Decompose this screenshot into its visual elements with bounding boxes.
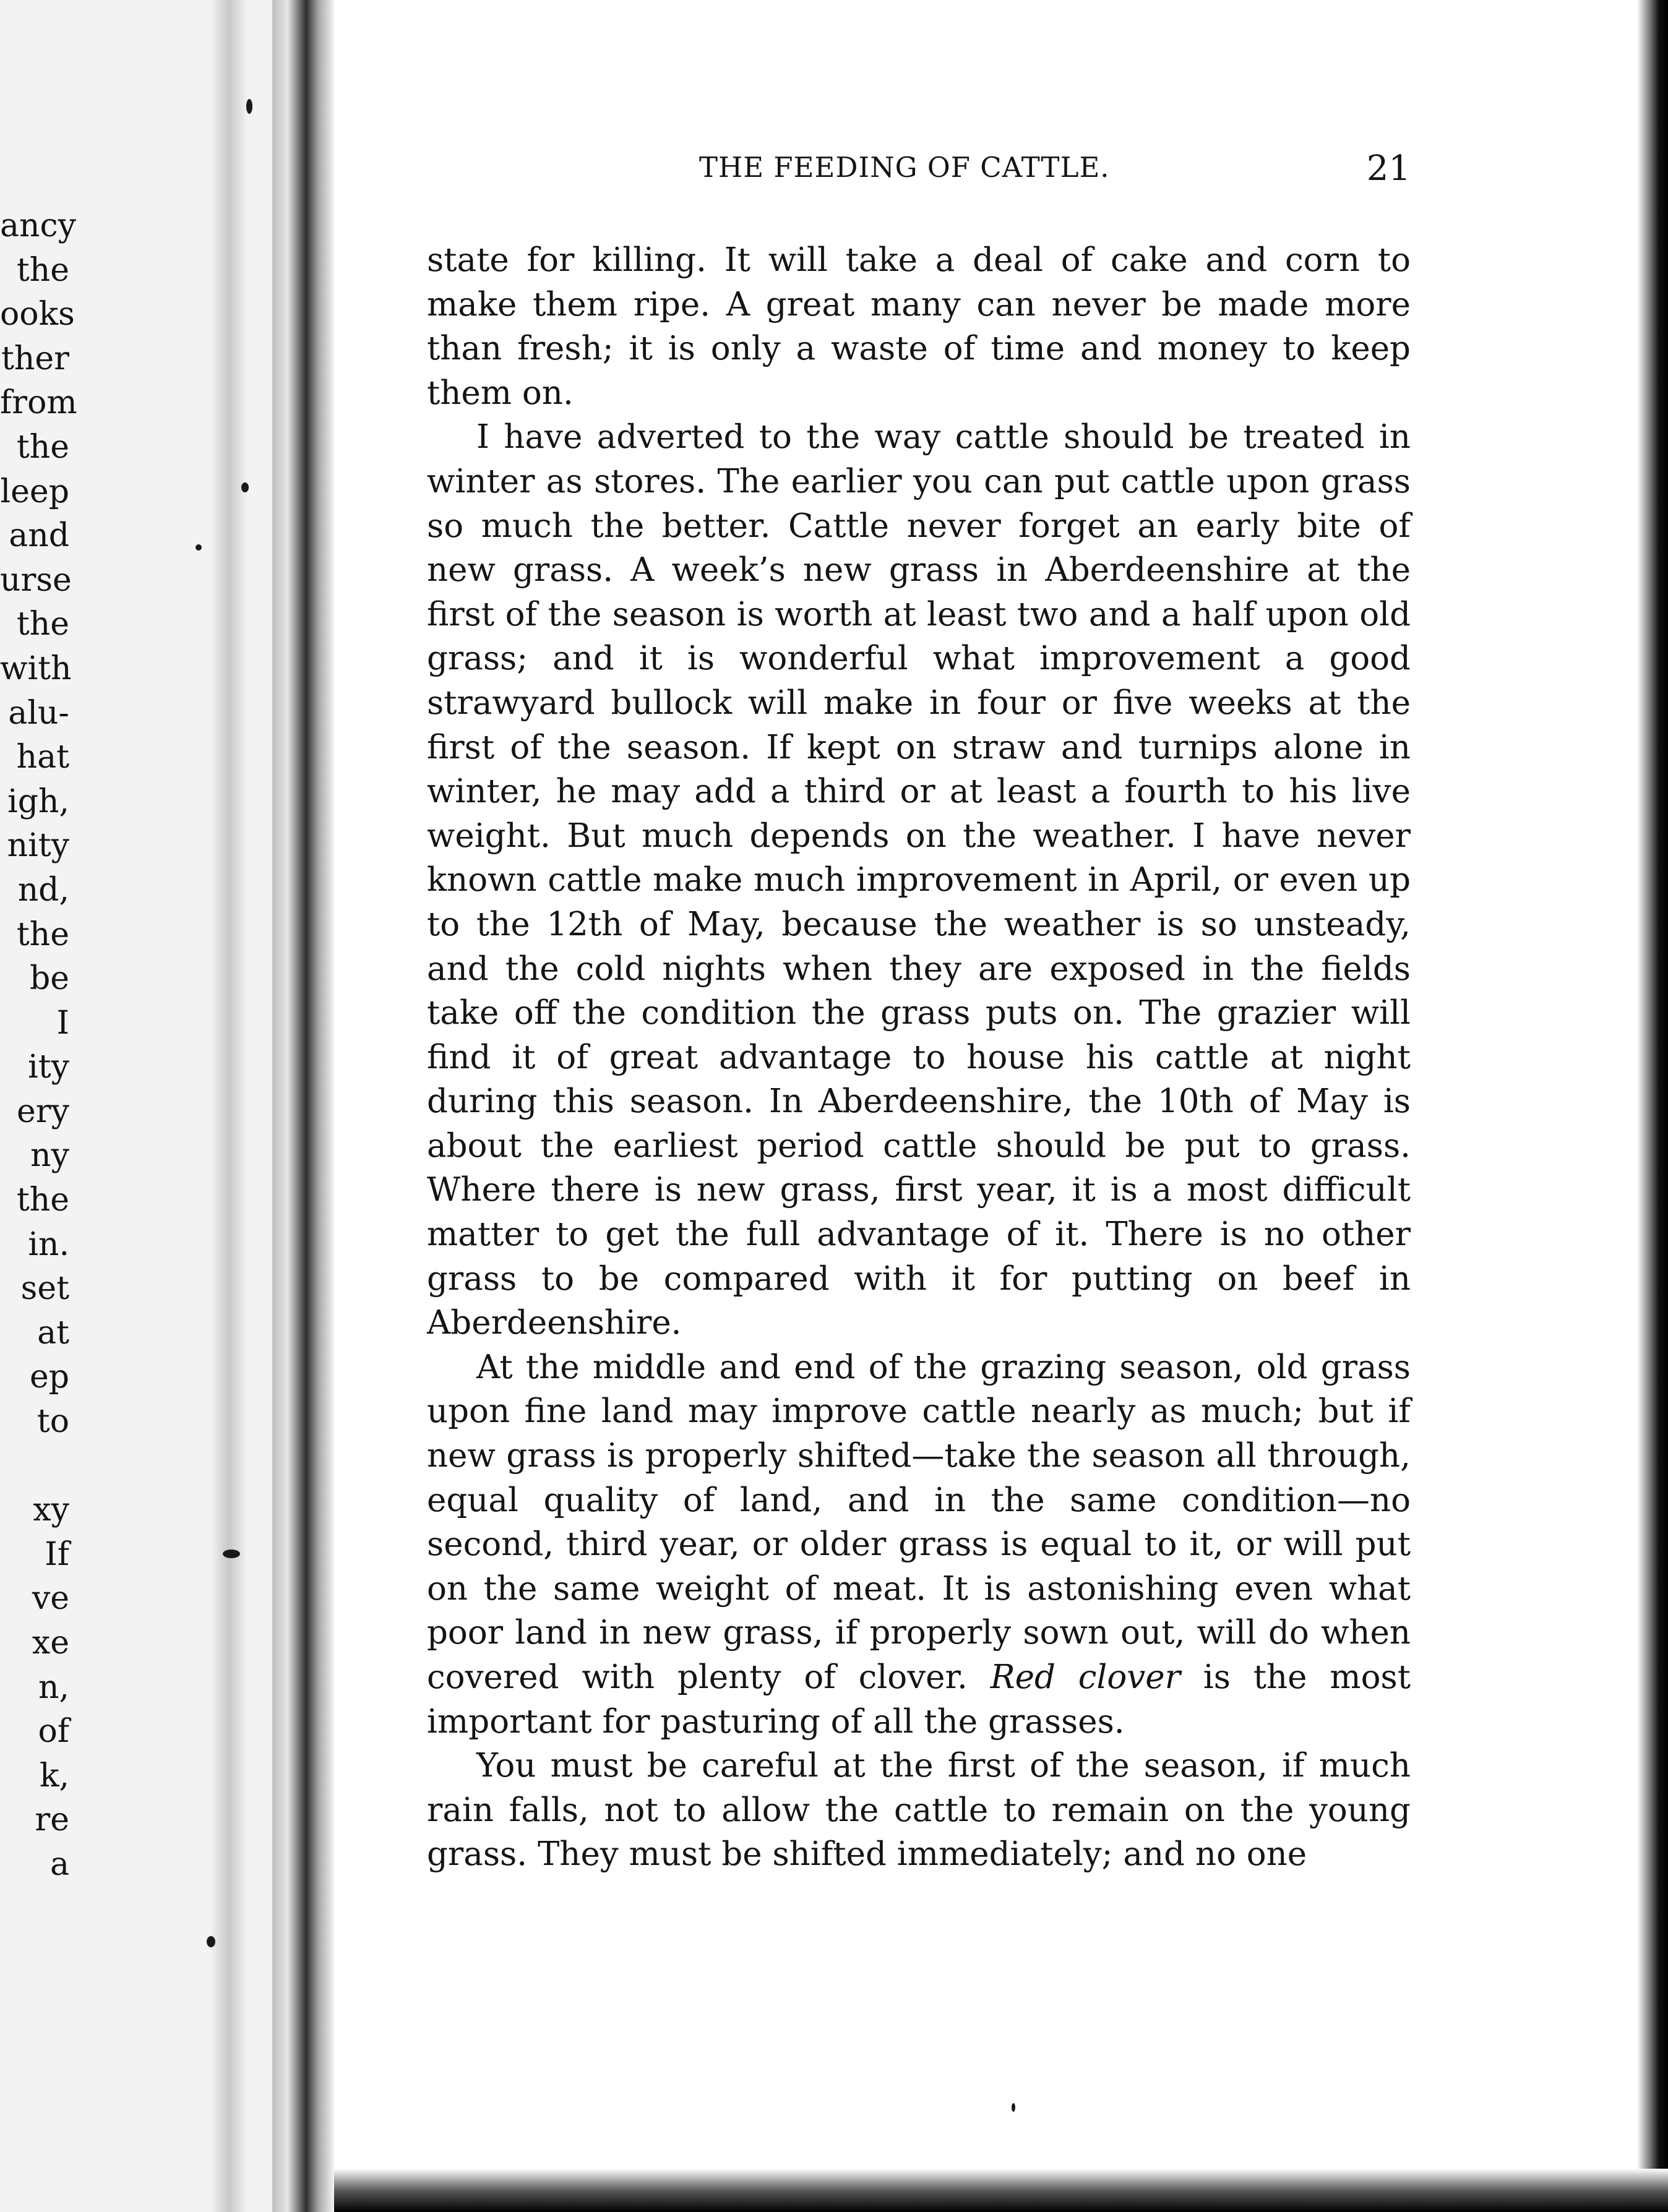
left-fragment: with <box>0 649 72 687</box>
left-fragment: from <box>0 384 77 422</box>
left-fragment: ep <box>29 1358 69 1396</box>
left-page <box>0 0 272 2212</box>
left-fragment: n, <box>38 1668 69 1706</box>
left-fragment: k, <box>39 1757 69 1794</box>
left-fragment: nd, <box>17 871 69 909</box>
left-fragment: nity <box>7 827 69 865</box>
left-fragment: the <box>16 606 69 643</box>
left-fragment: re <box>35 1801 69 1839</box>
scan-speck <box>241 482 249 492</box>
paragraph <box>427 1345 1411 1744</box>
scan-speck <box>1012 2103 1015 2112</box>
left-fragment: urse <box>0 561 72 599</box>
left-fragment: xy <box>33 1491 69 1529</box>
body-text <box>427 238 1411 1877</box>
left-fragment: igh, <box>7 782 69 820</box>
italic-term: Red clover <box>990 1658 1180 1696</box>
scan-speck <box>246 99 252 114</box>
scan-speck <box>223 1550 240 1558</box>
left-fragment: I <box>56 1004 69 1042</box>
paragraph-text: At the middle and end of the grazing season, old grass upon fine land may improve cattle nearly as much; but if new grass is properly shifted—take the season all through, equal quality of land, and in the same condition—no second, third year, or older grass is equal to it, or will put on the same weight of meat. It is astonishing even what poor land in new grass, if properly sown out, will do when covered with plenty of clover. <box>427 1348 1411 1696</box>
left-fragment: leep <box>0 473 69 510</box>
left-fragment: and <box>9 517 69 555</box>
scan-speck <box>196 544 202 551</box>
left-fragment: the <box>16 428 69 466</box>
paragraph-text: is the most important for pasturing of all the grasses. <box>427 1658 1411 1741</box>
left-fragment: alu- <box>8 694 69 732</box>
left-fragment: ther <box>1 340 69 377</box>
left-fragment: to <box>37 1403 69 1441</box>
left-fragment: of <box>38 1713 69 1751</box>
left-fragment: in. <box>28 1225 69 1263</box>
left-fragment: the <box>16 915 69 953</box>
paragraph: I have adverted to the way cattle should be treated in winter as stores. The earlier you can put cattle upon grass so much the better. Cattle never forget an early bite of new grass. A week’s new grass in Aberdeenshire at the first of the season is worth at least two and a half upon old grass; and it is wonderful what improvement a good strawyard bullock will make in four or five weeks at the first of the season. If kept on straw and turnips alone in winter, he may add a third or at least a fourth to his live weight. But much depends on the weather. I have never known cattle make much improvement in April, or even up to the 12th of May, because the weather is so unsteady, and the cold nights when they are exposed in the fields take off the condition the grass puts on. The grazier will find it of great advantage to house his cattle at night during this season. In Aberdeenshire, the 10th of May is about the earliest period cattle should be put to grass. Where there is new grass, first year, it is a most difficult matter to get the full advantage of it. There is no other grass to be compared with it for putting on beef in Aberdeenshire. <box>427 418 1411 1342</box>
left-fragment: be <box>29 960 69 998</box>
left-fragment: a <box>49 1845 69 1883</box>
left-fragment: xe <box>32 1624 69 1661</box>
left-fragment: ity <box>28 1048 69 1086</box>
left-fragment: at <box>37 1314 69 1352</box>
left-fragment: ny <box>30 1137 69 1175</box>
left-fragment: If <box>45 1535 69 1573</box>
running-title: THE FEEDING OF CATTLE. <box>699 151 1110 184</box>
paragraph: You must be careful at the first of the season, if much rain falls, not to allow the cattle to remain on the young grass. They must be shifted immediately; and no one <box>427 1747 1411 1874</box>
scan-speck <box>207 1936 215 1947</box>
page-number: 21 <box>1366 148 1411 189</box>
left-fragment: the <box>16 1181 69 1219</box>
left-fragment <box>0 1444 69 1489</box>
left-fragment: ve <box>32 1580 69 1618</box>
page-bottom-edge <box>334 2169 1668 2212</box>
page-crease-shadow <box>210 0 247 2212</box>
left-fragment: ooks <box>0 296 75 333</box>
page-right-edge <box>1637 0 1668 2212</box>
left-page-text <box>0 204 77 1887</box>
left-fragment: ery <box>16 1092 69 1130</box>
left-fragment: ancy <box>0 207 76 244</box>
running-header <box>699 148 1411 198</box>
left-fragment: hat <box>16 739 69 776</box>
left-fragment: the <box>16 251 69 289</box>
paragraph: state for killing. It will take a deal of cake and corn to make them ripe. A great many can never be made more than fresh; it is only a waste of time and money to keep them on. <box>427 241 1411 412</box>
book-gutter <box>272 0 334 2212</box>
left-fragment: set <box>20 1270 69 1308</box>
